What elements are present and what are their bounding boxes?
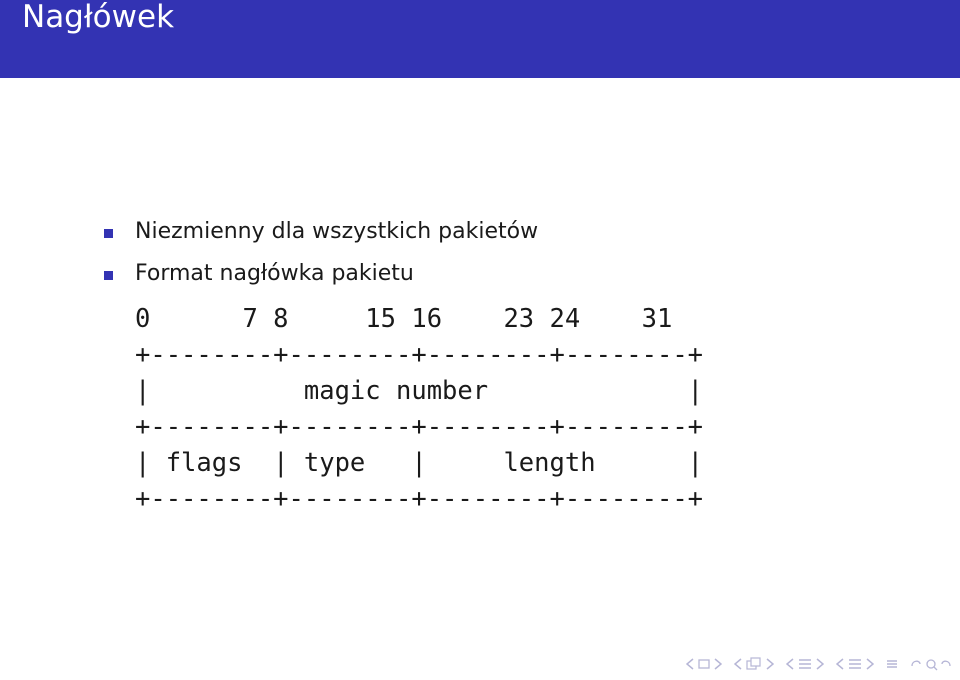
diagram-border: +--------+--------+--------+--------+ <box>135 340 704 370</box>
nav-frame-group <box>686 658 722 670</box>
bullet-item <box>104 210 538 252</box>
bullet-text: Niezmienny dla wszystkich pakietów <box>135 218 539 244</box>
arrow-right-icon[interactable] <box>866 658 874 670</box>
subsection-icon[interactable] <box>798 658 812 670</box>
diagram-bit-scale: 0 7 8 15 16 23 24 31 <box>135 304 673 334</box>
subsubsection-icon[interactable] <box>848 658 862 670</box>
diagram-row-fields: | flags | type | length | <box>135 448 704 478</box>
diagram-border: +--------+--------+--------+--------+ <box>135 484 704 514</box>
arrow-right-icon[interactable] <box>766 658 774 670</box>
nav-align-group <box>886 658 898 670</box>
beamer-navigation <box>686 656 952 672</box>
arrow-right-icon[interactable] <box>714 658 722 670</box>
align-icon[interactable] <box>886 658 898 670</box>
header-format-diagram <box>135 301 703 517</box>
section-icon[interactable] <box>746 657 762 671</box>
bullet-item <box>104 252 538 294</box>
frame-icon[interactable] <box>698 659 710 669</box>
arrow-left-icon[interactable] <box>836 658 844 670</box>
arrow-right-icon[interactable] <box>816 658 824 670</box>
nav-search-group <box>910 657 952 671</box>
arrow-left-icon[interactable] <box>734 658 742 670</box>
nav-section-group <box>734 657 774 671</box>
bullet-square-icon <box>104 271 113 280</box>
slide-header <box>0 0 960 78</box>
arrow-left-icon[interactable] <box>686 658 694 670</box>
slide-title: Nagłówek <box>22 0 175 35</box>
bullet-list <box>104 210 538 294</box>
diagram-row-magic: | magic number | <box>135 376 704 406</box>
nav-subsubsection-group <box>836 658 874 670</box>
nav-subsection-group <box>786 658 824 670</box>
search-icon[interactable] <box>910 657 952 671</box>
diagram-border: +--------+--------+--------+--------+ <box>135 412 704 442</box>
bullet-text: Format nagłówka pakietu <box>135 260 414 286</box>
arrow-left-icon[interactable] <box>786 658 794 670</box>
bullet-square-icon <box>104 229 113 238</box>
